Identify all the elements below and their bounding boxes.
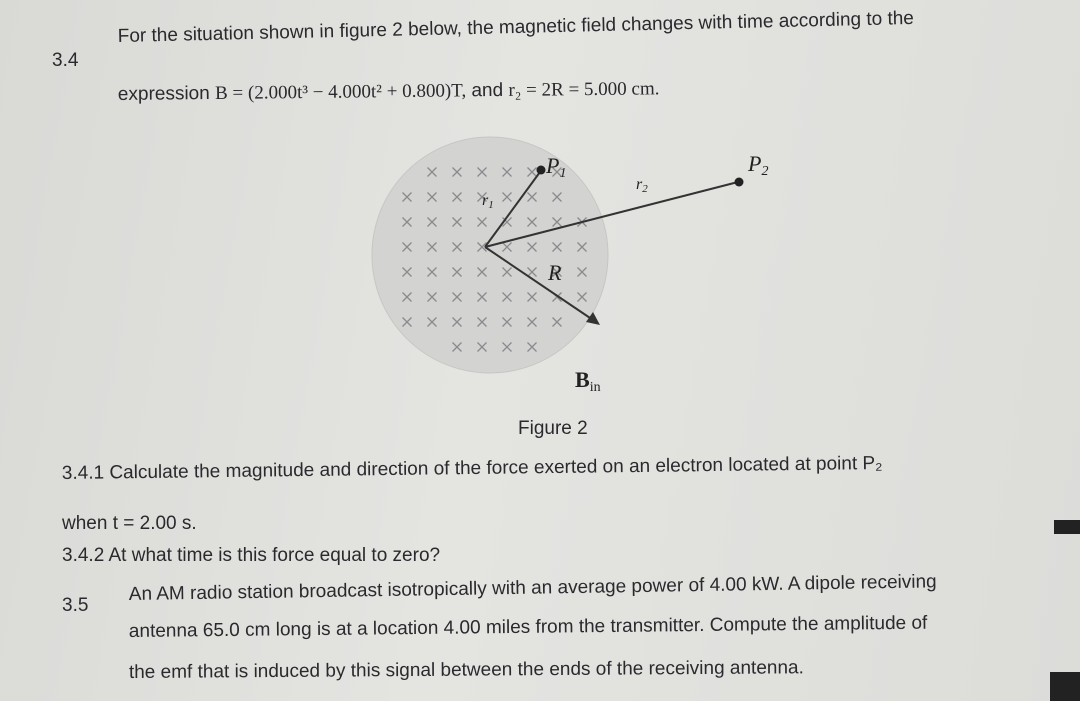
question-3-4-line-1: For the situation shown in figure 2 below, the magnetic field changes with time according to the [117,7,915,48]
label-r1: r1 [482,192,494,211]
label-P1: P1 [546,153,567,181]
question-number-3-5: 3.5 [62,595,89,616]
question-3-4-2-line-1: 3.4.2 At what time is this force equal to zero? [62,545,441,566]
label-r2: r2 [636,176,648,195]
point-P2-dot [735,178,744,187]
label-P2: P2 [748,151,769,179]
question-3-4-line-2 [118,78,660,106]
figure-caption: Figure 2 [518,418,588,439]
label-B-in: Bin [575,367,601,395]
question-3-4-1-line-1: 3.4.1 Calculate the magnitude and direction of the force exerted on an electron located at point P₂ [61,452,883,485]
field-expression: B = (2.000t³ − 4.000t² + 0.800)T, [214,80,467,104]
figure-svg [360,125,800,405]
point-P1-dot [537,166,546,175]
conjunction-text: and [466,79,509,102]
radius-expression: r₂ = 2R = 5.000 cm. [508,78,660,101]
page-edge-shadow-bottom [1050,672,1080,701]
question-3-5-line-1: An AM radio station broadcast isotropically with an average power of 4.00 kW. A dipole receiving [128,571,937,606]
expression-label: expression [117,82,216,106]
question-3-5-line-3: the emf that is induced by this signal between the ends of the receiving antenna. [128,657,804,683]
figure-2-diagram [360,125,800,405]
question-3-4-1-line-2: when t = 2.00 s. [62,513,197,534]
magnetic-field-region [372,137,608,373]
question-3-5-line-2: antenna 65.0 cm long is at a location 4.00 miles from the transmitter. Compute the amplitude of [128,612,928,643]
label-R: R [548,260,562,285]
question-number-3-4: 3.4 [52,50,79,71]
page-edge-shadow [1054,520,1080,534]
